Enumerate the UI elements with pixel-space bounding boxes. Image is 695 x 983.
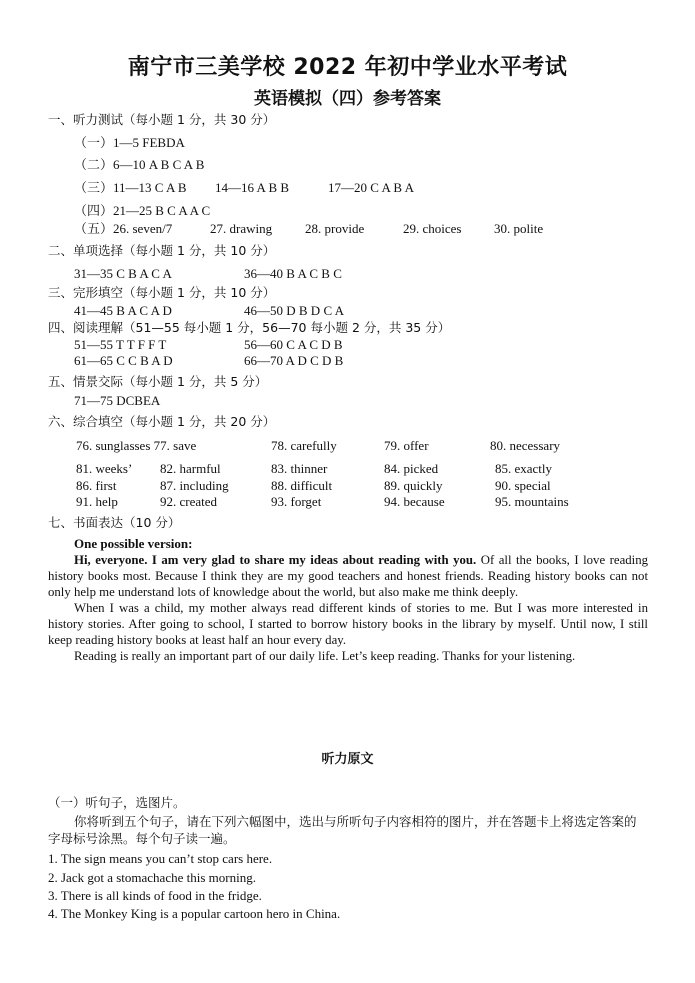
answer-line: （二）6—10 A B C A B [74, 157, 205, 172]
section-heading-reading: 四、阅读理解（51—55 每小题 1 分，56—70 每小题 2 分，共 35 分） [48, 320, 451, 335]
word-answer: 83. thinner [271, 461, 328, 476]
word-answer: 92. created [160, 494, 218, 509]
answer-line: 28. provide [305, 221, 365, 236]
word-answer: 90. special [495, 478, 551, 493]
word-answer: 95. mountains [495, 494, 569, 509]
word-answer: 88. difficult [271, 478, 333, 493]
page-title: 南宁市三美学校 2022 年初中学业水平考试 [127, 55, 568, 80]
answer-line: 56—60 C A C D B [244, 337, 343, 352]
answer-line: 51—55 T T F F T [74, 337, 167, 352]
answer-line: 27. drawing [210, 221, 273, 236]
answer-line: 17—20 C A B A [328, 180, 414, 195]
word-answer: 86. first [76, 478, 117, 493]
word-answer: 94. because [384, 494, 445, 509]
answer-line: 36—40 B A C B C [244, 266, 342, 281]
section-heading-dialogue: 五、情景交际（每小题 1 分，共 5 分） [48, 374, 268, 389]
section-heading-single-choice: 二、单项选择（每小题 1 分，共 10 分） [48, 243, 276, 258]
word-answer: 91. help [76, 494, 118, 509]
transcript-sentence: 2. Jack got a stomachache this morning. [48, 870, 256, 885]
answer-line: 30. polite [494, 221, 544, 236]
answer-line: 61—65 C C B A D [74, 353, 173, 368]
answer-line: （三）11—13 C A B [74, 180, 187, 195]
word-answer: 89. quickly [384, 478, 443, 493]
answer-line: 29. choices [403, 221, 462, 236]
section-heading-comprehensive-fill: 六、综合填空（每小题 1 分，共 20 分） [48, 414, 276, 429]
answer-line: （四）21—25 B C A A C [74, 203, 211, 218]
word-answer: 81. weeks’ [76, 461, 133, 476]
listening-transcript-title: 听力原文 [321, 752, 374, 767]
transcript-sentence: 1. The sign means you can’t stop cars here. [48, 851, 273, 866]
answer-line: 46—50 D B D C A [244, 303, 345, 318]
word-answer: 84. picked [384, 461, 439, 476]
essay-version-label: One possible version: [74, 536, 193, 551]
answer-line: （一）1—5 FEBDA [74, 135, 185, 150]
word-answer: 79. offer [384, 438, 429, 453]
listening-instructions: 你将听到五个句子，请在下列六幅图中，选出与所听句子内容相符的图片，并在答题卡上将选定答案的字母标号涂黑。每个句子读一遍。 [48, 814, 637, 846]
word-answer: 76. sunglasses 77. save [76, 438, 197, 453]
answer-line: 31—35 C B A C A [74, 266, 172, 281]
answer-line: 14—16 A B B [215, 180, 290, 195]
transcript-sentence: 3. There is all kinds of food in the fridge. [48, 888, 262, 903]
essay-paragraph: Reading is really an important part of our daily life. Let’s keep reading. Thanks for your listening. [74, 649, 576, 663]
page-subtitle: 英语模拟（四）参考答案 [254, 89, 441, 109]
section-heading-listening: 一、听力测试（每小题 1 分，共 30 分） [48, 112, 276, 127]
word-answer: 78. carefully [271, 438, 337, 453]
answer-line: 41—45 B A C A D [74, 303, 172, 318]
section-heading-writing: 七、书面表达（10 分） [48, 515, 181, 530]
word-answer: 82. harmful [160, 461, 221, 476]
essay-lead-sentence: Hi, everyone. I am very glad to share my ideas about reading with you. [74, 553, 477, 567]
answer-line: 71—75 DCBEA [74, 393, 161, 408]
essay-body [48, 552, 648, 664]
essay-text: Of all the books, I love reading history books most. Because I think they are my good teachers and honest friends. Reading history books can not only help me understand lots of knowledge about the world, but also make me think deeply. [48, 553, 648, 599]
answer-line: 66—70 A D C D B [244, 353, 344, 368]
word-answer: 80. necessary [490, 438, 561, 453]
word-answer: 85. exactly [495, 461, 553, 476]
essay-paragraph [48, 552, 648, 600]
transcript-sentence: 4. The Monkey King is a popular cartoon hero in China. [48, 906, 341, 921]
section-heading-cloze: 三、完形填空（每小题 1 分，共 10 分） [48, 285, 276, 300]
word-answer: 93. forget [271, 494, 322, 509]
essay-paragraph: When I was a child, my mother always read different kinds of stories to me. But I was more interested in history stories. After going to school, I started to borrow history books in the library by myself. Until now, I still keep reading history books at least half an hour every day. [48, 601, 648, 647]
word-answer: 87. including [160, 478, 229, 493]
listening-part-heading: （一）听句子，选图片。 [48, 795, 186, 810]
answer-line: （五）26. seven/7 [74, 221, 173, 236]
